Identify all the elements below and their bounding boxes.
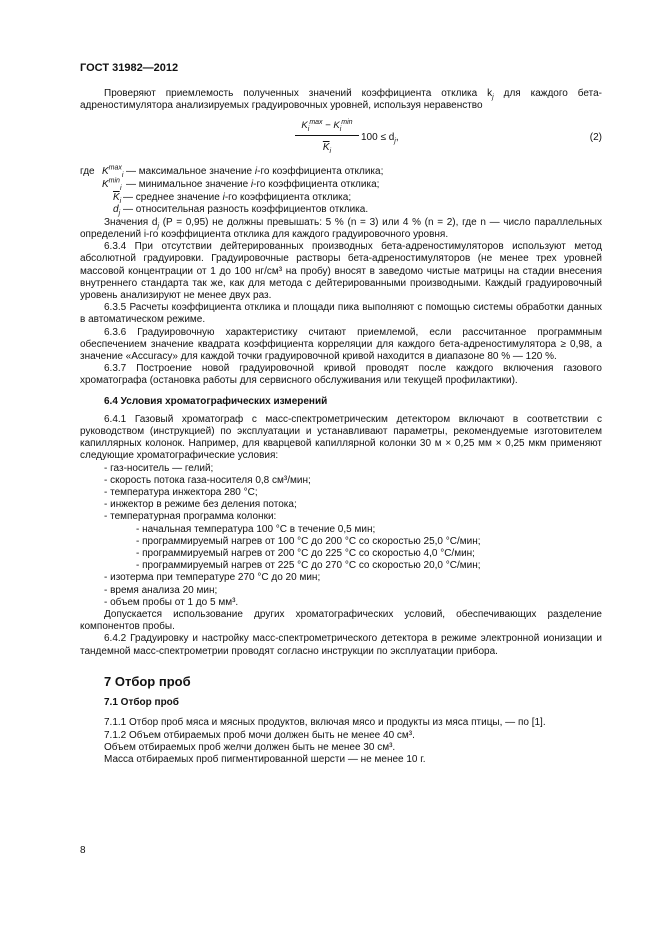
rhs-sub: j [394, 138, 396, 146]
d1-sym: K [102, 166, 109, 178]
values-sub: j [157, 222, 160, 230]
values-rest: (P = 0,95) не должны превышать: 5 % (n = 3) или 4 % (n = 2), где n — число параллельных определений i-го коэффициента отклика для каждого градуировочного уровня. [80, 216, 602, 240]
paragraph-7-1-2: 7.1.2 Объем отбираемых проб мочи должен быть не менее 40 см³. [104, 729, 415, 741]
d1-i: i [254, 166, 258, 178]
def1-text [126, 166, 383, 178]
paragraph-values [80, 217, 602, 241]
definitions [80, 166, 602, 216]
d2-sup: min [108, 177, 120, 185]
den-sub: i [329, 147, 332, 155]
where-label: где [80, 166, 95, 178]
paragraph-7-1-2b: Объем отбираемых проб желчи должен быть не менее 30 см³. [104, 741, 396, 753]
d2-i: i [250, 179, 254, 190]
num-sub2: i [339, 126, 342, 134]
formula-denominator [295, 136, 359, 154]
d3-a: — среднее значение [123, 191, 223, 203]
paragraph-7-1-2c: Масса отбираемых проб пигментированной шерсти — не менее 10 г. [104, 753, 426, 765]
equation-number: (2) [589, 132, 602, 144]
num-sup1: max [309, 119, 323, 127]
def4-symbol [113, 204, 120, 216]
rhs-text: 100 ≤ d [361, 132, 395, 144]
intro-sub: j [492, 94, 494, 101]
definition-kmin [80, 179, 602, 192]
d1-a: — максимальное значение [126, 166, 255, 178]
intro-text: Проверяют приемлемость полученных значений коэффициента отклика k [104, 88, 493, 99]
page-number: 8 [80, 845, 86, 856]
def3-symbol [113, 192, 121, 204]
d1-b: -го коэффициента отклика; [257, 166, 384, 178]
subsection-6-4-title: 6.4 Условия хроматографических измерений [104, 395, 328, 407]
d3-i: i [222, 191, 225, 203]
def3-text [123, 192, 351, 204]
paragraph-allow: Допускается использование других хроматографических условий, обеспечивающих разделение компонентов пробы. [80, 609, 602, 633]
list-item: - инжектор в режиме без деления потока; [104, 499, 297, 511]
list-item: - скорость потока газа-носителя 0,8 см³/мин; [104, 474, 311, 486]
section-7-title: 7 Отбор проб [104, 673, 191, 689]
formula-2 [80, 118, 602, 164]
num-k2: K [333, 120, 340, 132]
intro-rest: для каждого бета-адреностимулятора анализируемых градуировочных уровней, используя неравенство [80, 88, 602, 112]
sublist-item: - программируемый нагрев от 100 °C до 200 °C со скоростью 25,0 °C/мин; [136, 535, 481, 547]
list-item: - газ-носитель — гелий; [104, 462, 214, 474]
d2-sym: K [102, 179, 109, 190]
d3-b: -го коэффициента отклика; [224, 191, 352, 203]
d3-sub: i [119, 197, 122, 205]
num-sub1: i [307, 126, 310, 134]
d2-b: -го коэффициента отклика; [253, 179, 380, 190]
sublist-item: - начальная температура 100 °C в течение 0,5 мин; [136, 523, 376, 535]
subsection-7-1-title: 7.1 Отбор проб [104, 697, 179, 709]
den-k: $\overline{K}$ [322, 141, 330, 153]
paragraph-intro [80, 88, 602, 112]
paragraph-6-3-7: 6.3.7 Построение новой градуировочной кривой проводят после каждого включения газового хроматографа (остановка работы для сервисного обслуживания или текущей профилактики). [80, 363, 602, 387]
values-text: Значения d [104, 216, 158, 228]
sublist-item: - программируемый нагрев от 200 °C до 225 °C со скоростью 4,0 °C/мин; [136, 548, 475, 560]
num-sup2: min [341, 119, 353, 127]
list-item: - температура инжектора 280 °C; [104, 487, 258, 499]
page-content [80, 88, 602, 766]
list-item: - время анализа 20 мин; [104, 584, 218, 596]
formula-fraction [295, 120, 359, 153]
d4-sym: d [113, 204, 119, 216]
paragraph-6-4-1: 6.4.1 Газовый хроматограф с масс-спектрометрическим детектором включают в соответствии с руководством (инструкцией) по эксплуатации и устанавливают параметры, рекомендуемые изготовителем капиллярных колонок. Например, для кварцевой капиллярной колонки 30 м × 0,25 мм × 0,25 мкм применяют следующие хроматографические условия: [80, 413, 602, 462]
paragraph-6-4-2: 6.4.2 Градуировку и настройку масс-спектрометрического детектора в режиме электронной ионизации и тандемной масс-спектрометрии проводят согласно инструкции по эксплуатации прибора. [80, 633, 602, 657]
d1-sub: i [121, 172, 124, 180]
d2-sub: i [119, 185, 122, 192]
paragraph-6-3-4: 6.3.4 При отсутствии дейтерированных производных бета-адреностимуляторов используют метод абсолютной градуировки. Градуировочные растворы бета-адреностимуляторов (не менее трех уровней массовой концентрации от 1 до 100 нг/см³ на пробу) вносят в заведомо чистые матрицы на стадии внесения внутреннего стандарта так же, как для метода с дейтерированными производными. Каждый градуировочный уровень анализируют не менее двух раз. [80, 241, 602, 301]
formula-rhs [361, 132, 399, 144]
d4-sub: j [118, 210, 121, 218]
definition-kmax [80, 166, 602, 179]
def2-text [126, 179, 379, 191]
list-item: - объем пробы от 1 до 5 мм³. [104, 596, 239, 608]
list-item: - изотерма при температуре 270 °C до 20 мин; [104, 572, 321, 584]
d3-sym: $\overline{K}$ [113, 191, 120, 203]
standard-header: ГОСТ 31982—2012 [80, 62, 179, 74]
def2-symbol [102, 179, 122, 191]
d1-sup: max [108, 165, 122, 173]
sublist-item: - программируемый нагрев от 225 °C до 270 °C со скоростью 20,0 °C/мин; [136, 560, 481, 572]
paragraph-7-1-1: 7.1.1 Отбор проб мяса и мясных продуктов, включая мясо и продукты из мяса птицы, — по [1]. [104, 717, 546, 729]
d2-a: — минимальное значение [126, 179, 251, 190]
paragraph-6-3-5: 6.3.5 Расчеты коэффициента отклика и площади пика выполняют с помощью системы обработки данных в автоматическом режиме. [80, 302, 602, 326]
num-minus: − [322, 120, 334, 132]
def4-text: — относительная разность коэффициентов отклика. [123, 204, 369, 216]
definition-kmean [80, 192, 602, 205]
definition-dj [80, 204, 602, 217]
rhs-end: , [395, 132, 399, 144]
num-k1: K [301, 120, 308, 132]
list-item: - температурная программа колонки: [104, 511, 277, 523]
paragraph-6-3-6: 6.3.6 Градуировочную характеристику считают приемлемой, если рассчитанное программным обеспечением значение квадрата коэффициента корреляции для каждого бета-адреностимулятора ≥ 0,98, а значение «Accuracy» для каждой точки градуировочной кривой находится в диапазоне 80 % — 120 %. [80, 326, 602, 363]
conditions-list [80, 463, 602, 609]
formula-numerator [295, 120, 359, 135]
